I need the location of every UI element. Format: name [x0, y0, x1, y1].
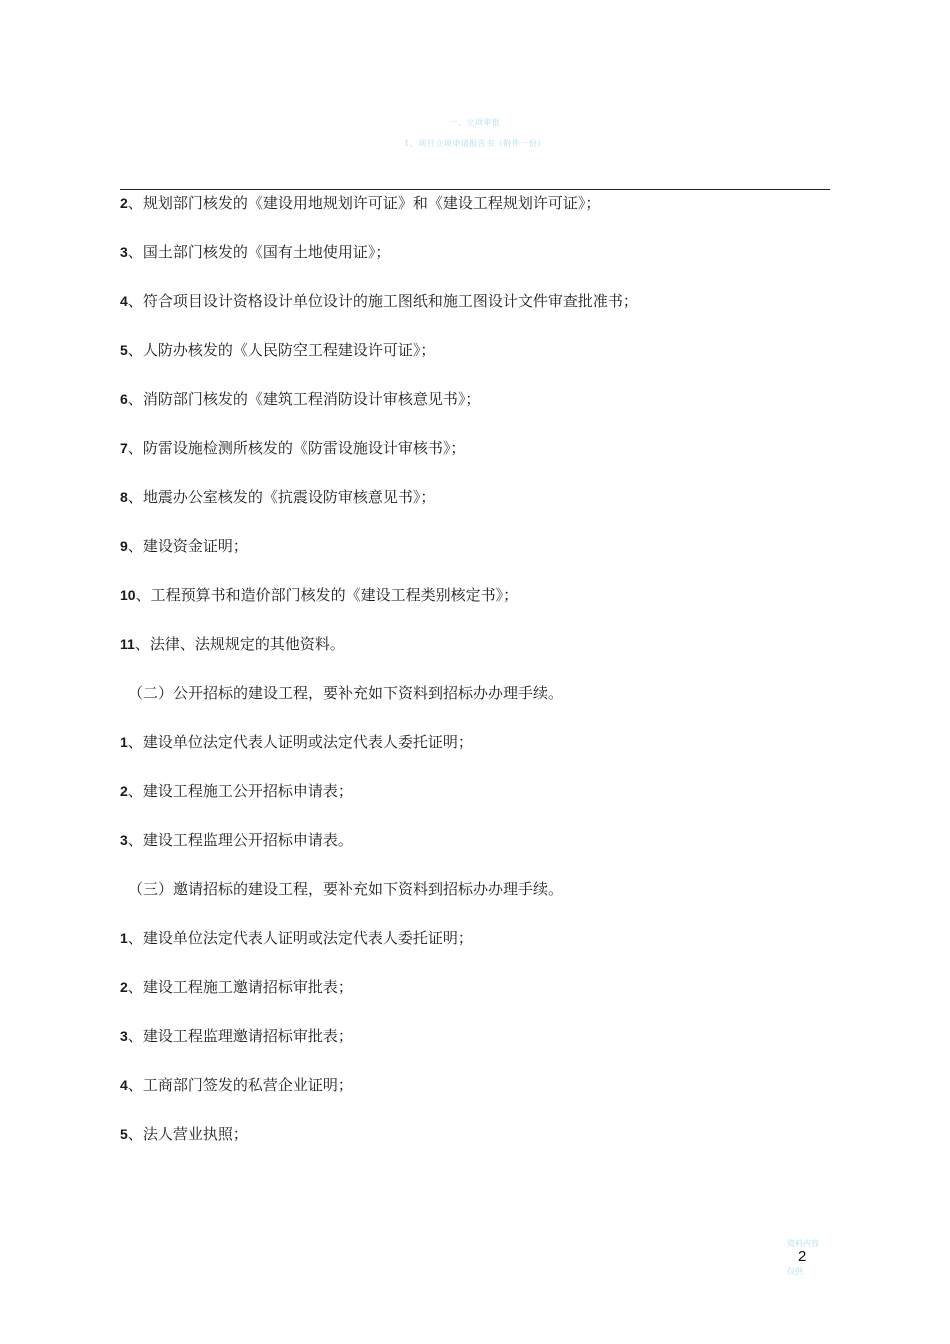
list-item — [120, 977, 353, 997]
list-item — [120, 1124, 248, 1144]
list-item-number: 2 — [120, 783, 128, 799]
section-heading-text: （三）邀请招标的建设工程，要补充如下资料到招标办办理手续。 — [128, 880, 564, 898]
list-item-text: 建设单位法定代表人证明或法定代表人委托证明； — [142, 929, 473, 947]
list-item-text: 工商部门签发的私营企业证明； — [142, 1076, 353, 1094]
list-item-separator: 、 — [127, 537, 143, 555]
list-item-text: 建设资金证明； — [142, 537, 248, 555]
list-item-number: 4 — [120, 293, 128, 309]
list-item — [120, 732, 473, 752]
list-item-number: 7 — [120, 440, 128, 456]
list-item-separator: 、 — [127, 1076, 143, 1094]
list-item-text: 符合项目设计资格设计单位设计的施工图纸和施工图设计文件审查批准书； — [142, 292, 638, 310]
list-item-text: 建设工程监理邀请招标审批表； — [142, 1027, 353, 1045]
list-item-number: 11 — [120, 636, 135, 652]
list-item-text: 建设工程监理公开招标申请表。 — [142, 831, 353, 849]
list-item-separator: 、 — [127, 782, 143, 800]
list-item — [120, 585, 518, 605]
list-item — [120, 1026, 353, 1046]
list-item-separator: 、 — [127, 439, 143, 457]
list-item — [120, 291, 638, 311]
list-item-number: 10 — [120, 587, 136, 603]
list-item — [120, 389, 480, 409]
list-item-number: 3 — [120, 1028, 128, 1044]
header-title: 一、立项审批 — [449, 118, 501, 127]
list-item-text: 法人营业执照； — [142, 1125, 248, 1143]
list-item-separator: 、 — [127, 390, 143, 408]
list-item-number: 1 — [120, 930, 128, 946]
list-item — [120, 438, 465, 458]
list-item-number: 2 — [120, 195, 128, 211]
list-item-number: 9 — [120, 538, 128, 554]
list-item-separator: 、 — [127, 1125, 143, 1143]
list-item-text: 法律、法规规定的其他资料。 — [149, 635, 345, 653]
list-item-text: 建设工程施工公开招标申请表； — [142, 782, 353, 800]
list-item-separator: 、 — [127, 341, 143, 359]
list-item-number: 8 — [120, 489, 128, 505]
list-item-text: 规划部门核发的《建设用地规划许可证》和《建设工程规划许可证》； — [142, 194, 601, 212]
list-item-number: 5 — [120, 342, 128, 358]
list-item-separator: 、 — [127, 733, 143, 751]
list-item — [120, 1075, 353, 1095]
list-item-number: 6 — [120, 391, 128, 407]
list-item-separator: 、 — [127, 488, 143, 506]
list-item-number: 1 — [120, 734, 128, 750]
page-number: 2 — [798, 1248, 807, 1265]
list-item-separator: 、 — [127, 194, 143, 212]
list-item — [120, 830, 353, 850]
list-item-separator: 、 — [127, 1027, 143, 1045]
list-item — [120, 242, 390, 262]
header-subtitle: 1、项目立项申请报告书（附件一份） — [404, 139, 546, 148]
list-item-separator: 、 — [134, 635, 150, 653]
list-item-text: 防雷设施检测所核发的《防雷设施设计审核书》； — [142, 439, 466, 457]
list-item-text: 人防办核发的《人民防空工程建设许可证》； — [142, 341, 436, 359]
section-heading — [128, 683, 563, 703]
list-item-text: 建设单位法定代表人证明或法定代表人委托证明； — [142, 733, 473, 751]
list-item-text: 建设工程施工邀请招标审批表； — [142, 978, 353, 996]
section-heading-text: （二）公开招标的建设工程，要补充如下资料到招标办办理手续。 — [128, 684, 564, 702]
list-item-separator: 、 — [127, 292, 143, 310]
list-item-number: 5 — [120, 1126, 128, 1142]
list-item-number: 3 — [120, 244, 128, 260]
header-rule — [120, 189, 830, 190]
list-item — [120, 193, 600, 213]
list-item — [120, 536, 248, 556]
list-item-separator: 、 — [135, 586, 151, 604]
list-item-number: 4 — [120, 1077, 128, 1093]
list-item-separator: 、 — [127, 831, 143, 849]
list-item-separator: 、 — [127, 978, 143, 996]
list-item — [120, 487, 435, 507]
list-item-text: 消防部门核发的《建筑工程消防设计审核意见书》； — [142, 390, 481, 408]
section-heading — [128, 879, 563, 899]
list-item — [120, 781, 353, 801]
list-item-number: 2 — [120, 979, 128, 995]
list-item — [120, 340, 435, 360]
list-item-text: 工程预算书和造价部门核发的《建设工程类别核定书》； — [150, 586, 519, 604]
list-item-number: 3 — [120, 832, 128, 848]
list-item-separator: 、 — [127, 929, 143, 947]
footer-watermark: 资料内容 — [787, 1239, 819, 1248]
list-item-text: 地震办公室核发的《抗震设防审核意见书》； — [142, 488, 436, 506]
list-item — [120, 634, 345, 654]
list-item-separator: 、 — [127, 243, 143, 261]
list-item — [120, 928, 473, 948]
list-item-text: 国土部门核发的《国有土地使用证》； — [142, 243, 391, 261]
footer-watermark-2: 仅供 — [787, 1267, 803, 1276]
